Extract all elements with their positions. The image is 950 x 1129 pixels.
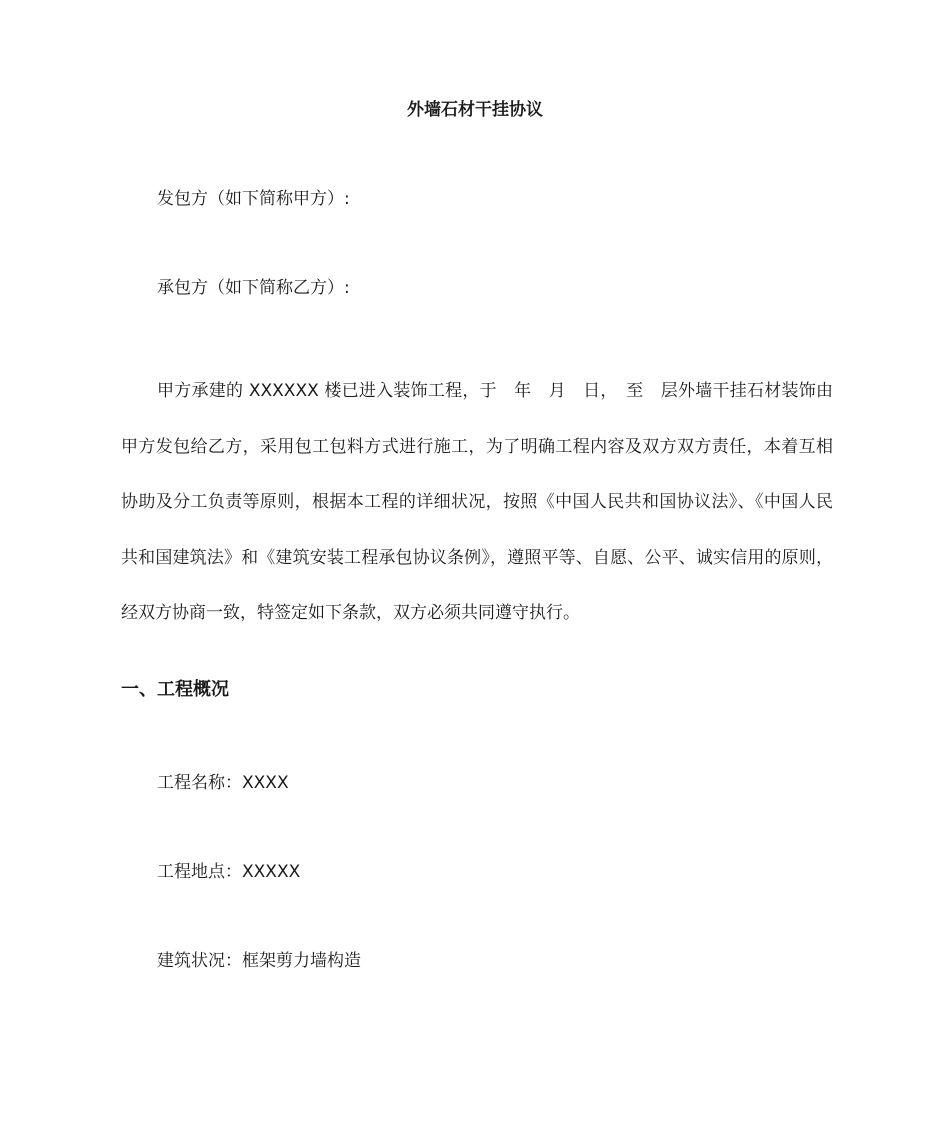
party-b-line: 承包方（如下简称乙方）: [157, 278, 350, 298]
building-type-line: 建筑状况：框架剪力墙构造 [157, 951, 361, 971]
project-name-line: 工程名称：XXXX [157, 773, 289, 793]
party-a-line: 发包方（如下简称甲方）: [157, 189, 350, 209]
project-location-line: 工程地点：XXXXX [157, 862, 301, 882]
section-heading-project-overview: 一、工程概况 [121, 679, 229, 700]
document-title: 外墙石材干挂协议 [407, 100, 543, 120]
intro-paragraph: 甲方承建的 XXXXXX 楼已进入装饰工程，于 年 月 日， 至 层外墙干挂石材装饰由甲方发包给乙方，采用包工包料方式进行施工，为了明确工程内容及双方双方责任，本着互相协助及分工负责等原则，根据本工程的详细状况，按照《中国人民共和国协议法》、《中国人民共和国建筑法》和《建筑安装工程承包协议条例》，遵照平等、自愿、公平、诚实信用的原则，经双方协商一致，特签定如下条款，双方必须共同遵守执行。 [121, 381, 833, 623]
